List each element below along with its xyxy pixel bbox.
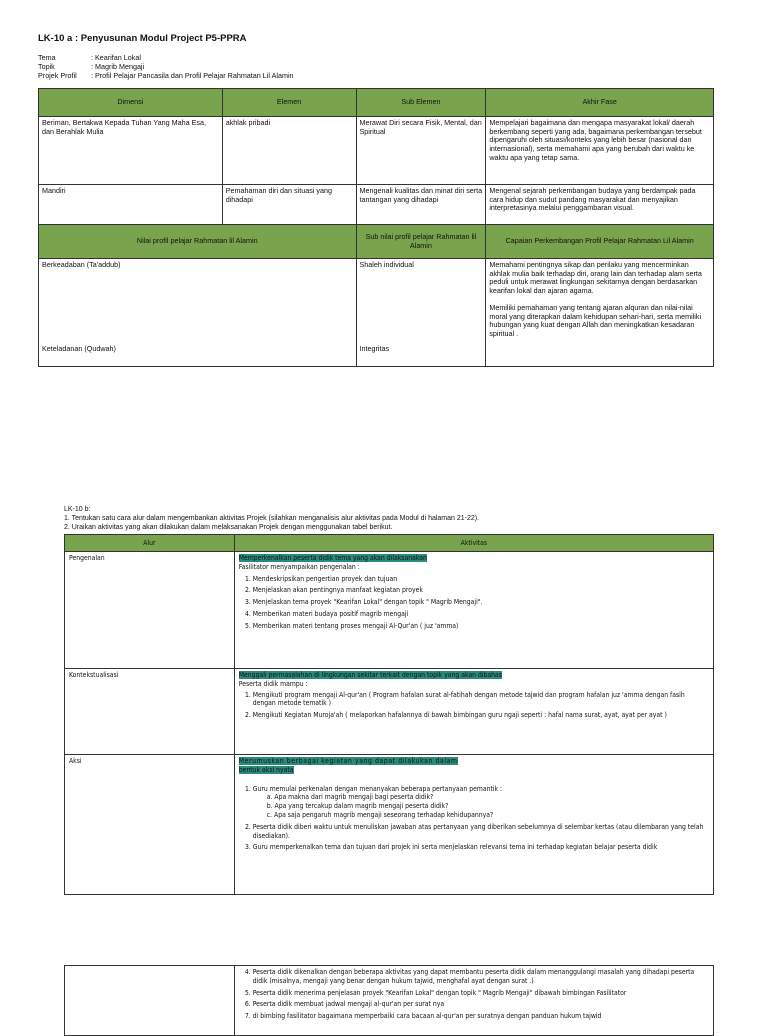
aktivitas-aksi (234, 755, 713, 895)
table-row (65, 755, 714, 895)
list-item: 4. Memberikan materi budaya positif magrib mengaji (253, 610, 709, 619)
header-akhir-fase: Akhir Fase (486, 89, 714, 117)
intro: Peserta didik mampu : (238, 679, 308, 688)
highlight: bentuk aksi nyata (238, 765, 294, 774)
cell: Pemahaman diri dan situasi yang dihadapi (222, 185, 356, 225)
activity-table (64, 534, 714, 895)
aktivitas-lanjutan (234, 966, 713, 1036)
lk10b-heading: LK-10 b: (64, 506, 91, 513)
table-row (65, 669, 714, 755)
meta-key: Projek Profil (38, 71, 77, 80)
highlight: Menggali permasalahan di lingkungan sekitar terkait dengan topik yang akan dibahas (238, 671, 502, 679)
table-row (65, 966, 714, 1036)
sub-item: b. Apa yang tercakup dalam magrib mengaji peserta didik? (266, 802, 449, 811)
list-item: 7. di bimbing fasilitator bagaimana memperbaiki cara bacaan al-qur'an per suratnya dengan panduan hukum tajwid (253, 1012, 709, 1021)
list-item: 2. Peserta didik diberi waktu untuk menuliskan jawaban atas pertanyaan yang diberikan sebelumnya di selembar kertas (atau dilembaran yang telah disediakan). (253, 823, 709, 841)
page-title: LK-10 a : Penyusunan Modul Project P5-PPRA (38, 33, 247, 44)
meta-key: Tema (38, 53, 56, 62)
aktivitas-kontekstualisasi (234, 669, 713, 755)
header-sub-nilai: Sub nilai profil pelajar Rahmatan lil Alamin (356, 225, 486, 259)
lk10b-instructions (64, 505, 479, 532)
sub-nilai-2: Integritas (359, 344, 390, 353)
meta-key: Topik (38, 62, 55, 71)
alur-kontekstualisasi: Kontekstualisasi (65, 669, 235, 755)
highlight: Memperkenalkan peserta didik tema yang akan dilaksanakan (238, 554, 427, 562)
cell: Mempelajari bagaimana dan mengapa masyarakat lokal/ daerah berkembang seperti yang ada, bagaimana perkembangan tersebut dipengaruhi oleh situasi/konteks yang lebih besar (nasional dan internasional), serta memahami apa yang berubah dari waktu ke waktu apa yang tetap sama. (486, 117, 714, 185)
capaian-2: Memiliki pemahaman yang tentang ajaran alquran dan nilai-nilai moral yang diterapkan dalam kehidupan sehari-hari, serta memiliki hubungan yang kuat dengan Allah dan meningkatkan kesadaran spiritual . (489, 302, 702, 338)
list-item: 3. Menjelaskan tema proyek "Kearifan Lokal" dengan topik " Magrib Mengaji". (253, 598, 709, 607)
meta-value: : Kearifan Lokal (91, 53, 141, 62)
nilai-1: Berkeadaban (Ta'addub) (42, 260, 121, 269)
cell-nilai (39, 259, 357, 367)
intro: Fasilitator menyampaikan pengenalan : (238, 562, 360, 571)
header-alur: Alur (65, 535, 235, 552)
alur-empty (65, 966, 235, 1036)
highlight: Merumuskan berbagai kegiatan yang dapat dilakukan dalam (238, 757, 458, 765)
activity-table-continued (64, 965, 714, 1036)
cell: akhlak pribadi (222, 117, 356, 185)
header-aktivitas: Aktivitas (234, 535, 713, 552)
list-item: 4. Peserta didik dikenalkan dengan beberapa aktivitas yang dapat membantu peserta didik dalam menanggulangi masalah yang dihadapi peserta didik (misalnya, mengaji yang benar dengan hukum tajwid, menghafal ayat dengan surat .) (253, 968, 709, 986)
header-dimensi: Dimensi (39, 89, 223, 117)
list-item: 2. Mengikuti Kegiatan Muroja'ah ( melaporkan hafalannya di bawah bimbingan guru ngaji seperti : hafal nama surat, ayat, ayat per ayat ) (253, 711, 709, 720)
alur-aksi: Aksi (65, 755, 235, 895)
cell-capaian (486, 259, 714, 367)
table-row (39, 117, 714, 185)
sub-nilai-1: Shaleh individual (359, 260, 414, 269)
table-row (39, 185, 714, 225)
list-item: 2. Menjelaskan akan pentingnya manfaat kegiatan proyek (253, 586, 709, 595)
table-header-row (39, 89, 714, 117)
list-item: 3. Guru memperkenalkan tema dan tujuan dari projek ini serta menjelaskan relevansi tema ini terhadap kegiatan belajar peserta didik (253, 843, 709, 852)
nilai-2: Keteladanan (Qudwah) (42, 344, 116, 353)
table-row (39, 259, 714, 367)
cell: Mandiri (39, 185, 223, 225)
table-header-row-2 (39, 225, 714, 259)
cell: Merawat Diri secara Fisik, Mental, dan Spiritual (356, 117, 486, 185)
meta-projek (38, 72, 294, 81)
sub-item: a. Apa makna dari magrib mengaji bagi peserta didik? (266, 793, 434, 802)
profile-table (38, 88, 714, 367)
cell: Beriman, Bertakwa Kepada Tuhan Yang Maha Esa, dan Berahlak Mulia (39, 117, 223, 185)
meta-value: : Magrib Mengaji (91, 62, 145, 71)
cell: Mengenal sejarah perkembangan budaya yang berdampak pada cara hidup dan sudut pandang masyarakat dan menyajikan interpretasinya melalui penggambaran visual. (486, 185, 714, 225)
lk10b-line1: 1. Tentukan satu cara alur dalam mengembankan aktivitas Projek (silahkan menganalisis alur aktivitas pada Modul di halaman 21-22). (64, 515, 480, 522)
list-item (253, 785, 709, 820)
header-elemen: Elemen (222, 89, 356, 117)
header-sub-elemen: Sub Elemen (356, 89, 486, 117)
table-row (65, 552, 714, 669)
aktivitas-pengenalan (234, 552, 713, 669)
cell-sub-nilai (356, 259, 486, 367)
meta-value: : Profil Pelajar Pancasila dan Profil Pelajar Rahmatan Lil Alamin (91, 71, 294, 80)
list-item: 6. Peserta didik membuat jadwal mengaji al-qur'an per surat nya (253, 1000, 709, 1009)
header-nilai: Nilai profil pelajar Rahmatan lil Alamin (39, 225, 357, 259)
table-header-row (65, 535, 714, 552)
alur-pengenalan: Pengenalan (65, 552, 235, 669)
lk10b-line2: 2. Uraikan aktivitas yang akan dilakukan dalam melaksanakan Projek dengan menggunakan tabel berikut. (64, 524, 393, 531)
list-item: 1. Mendeskripsikan pengertian proyek dan tujuan (253, 575, 709, 584)
list-item: 5. Peserta didik menerima penjelasan proyek "Kearifan Lokal" dengan topik " Magrib Mengaji" dibawah bimbingan Fasilitator (253, 989, 709, 998)
sub-item: c. Apa saja pengaruh magrib mengaji seseorang terhadap kehidupannya? (266, 810, 494, 819)
list-item: 1. Mengikuti program mengaji Al-qur'an ( Program hafalan surat al-fatihah dengan metode tajwid dan program hafalan juz 'amma dengan fasih dengan metode tematik ) (253, 691, 709, 709)
list-item: 5. Memberikan materi tentang proses mengaji Al-Qur'an ( juz 'amma) (253, 622, 709, 631)
item-text: 1. Guru memulai perkenalan dengan menanyakan beberapa pertanyaan pemantik : (252, 784, 503, 793)
capaian-1: Memahami pentingnya sikap dan perilaku yang mencerminkan akhlak mulia baik terhadap diri, orang lain dan terhadap alam serta peduli untuk merawat lingkungan sekitarnya dengan berdasarkan kearifan lokal dan ajaran agama. (489, 260, 702, 296)
cell: Mengenali kualitas dan minat diri serta tantangan yang dihadapi (356, 185, 486, 225)
header-capaian: Capaian Perkembangan Profil Pelajar Rahmatan Lil Alamin (486, 225, 714, 259)
